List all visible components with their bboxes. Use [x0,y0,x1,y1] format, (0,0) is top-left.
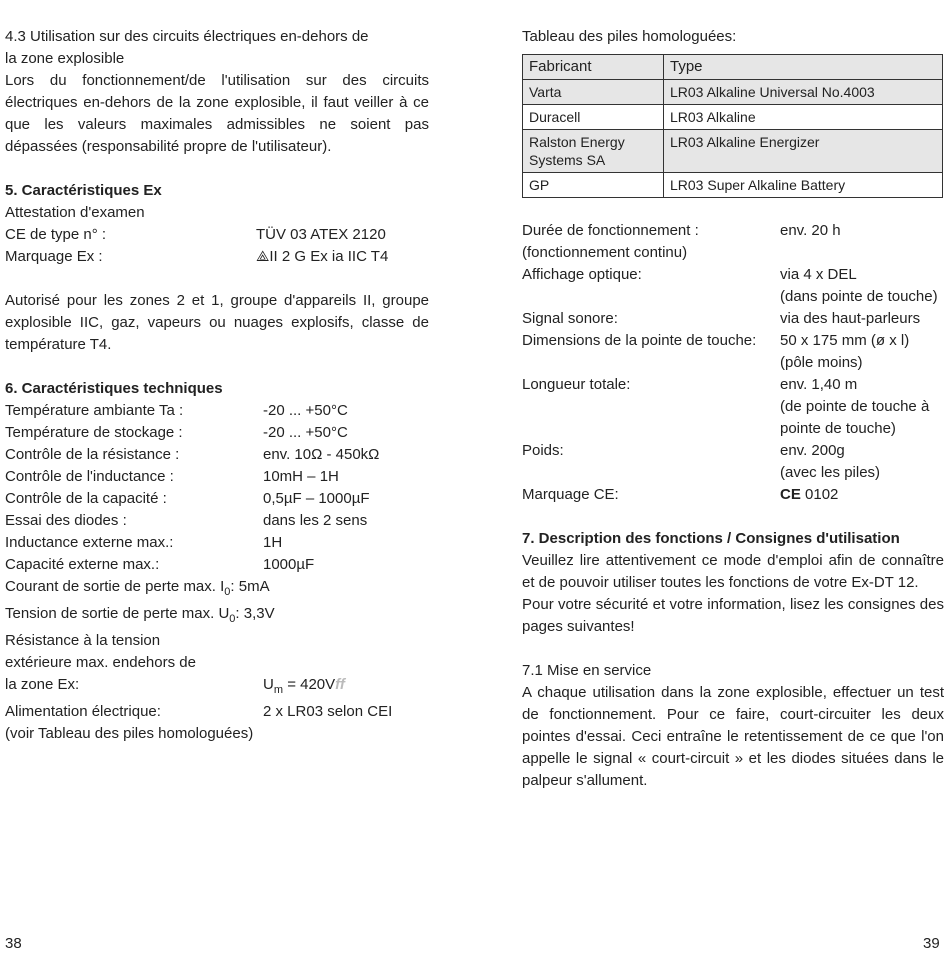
table-row [523,105,943,130]
section-4-3-title-line2: la zone explosible [5,50,125,67]
current-label: Courant de sortie de perte max. I [5,578,225,595]
ff-mark-icon: ff [335,676,345,693]
resistance-line2: extérieure max. endehors de [5,654,196,671]
section-5-body: Autorisé pour les zones 2 et 1, groupe d'appareils II, groupe explosible IIC, gaz, vapeurs ou nuages explosifs, classe de température T4. [5,292,429,353]
row-value: env. 1,40 m [780,376,858,393]
table-cell: GP [523,173,664,198]
voltage-label: Tension de sortie de perte max. U [5,605,230,622]
row-value: env. 200g [780,442,845,459]
row-key: Température de stockage : [5,424,183,441]
row-value: via des haut-parleurs [780,310,921,327]
spec-row [5,532,429,554]
section-7-body-2: Pour votre sécurité et votre information, lisez les consignes des pages suivantes! [522,596,944,635]
row-value: 1000µF [263,556,315,573]
row-value: 0,5µF – 1000µF [263,490,370,507]
spec-row [522,264,944,286]
table-cell: Ralston Energy Systems SA [523,130,664,173]
right-column [522,26,944,792]
row-key: Signal sonore: [522,310,618,327]
section-4-3-body: Lors du fonctionnement/de l'utilisation sur des circuits électriques en-dehors de la zone explosible, il faut veiller à ce que les valeurs maximales admissibles ne soient pas dépassées (responsabilité propre de l'utilisateur). [5,72,429,155]
section-4-3-title-line1: 4.3 Utilisation sur des circuits électriques en-dehors de [5,28,369,45]
row-value: ⟁II 2 G Ex ia IIC T4 [256,248,389,265]
row-value: env. 20 h [780,222,841,239]
row-value: (dans pointe de touche) [780,288,938,305]
table-row [523,80,943,105]
table-header-cell: Type [664,55,943,80]
section-7-1-title: 7.1 Mise en service [522,662,652,679]
spec-row [522,330,944,352]
table-header-row [523,55,943,80]
section-6-title: 6. Caractéristiques techniques [5,380,223,397]
spec-row [522,462,944,484]
row-key: Alimentation électrique: [5,703,161,720]
spec-row [522,440,944,462]
row-key: Capacité externe max.: [5,556,160,573]
table-row [523,130,943,173]
section-5-title: 5. Caractéristiques Ex [5,182,162,199]
row-value [263,674,345,701]
row-key: Contrôle de la résistance : [5,446,180,463]
spec-row [522,418,944,440]
spec-row [522,374,944,396]
row-key: Contrôle de la capacité : [5,490,167,507]
row-value [780,484,838,506]
row-key: Poids: [522,442,564,459]
table-cell: Duracell [523,105,664,130]
um-subscript: m [273,684,284,696]
row-key: Longueur totale: [522,376,631,393]
spec-row-current [5,576,429,603]
row-value: via 4 x DEL [780,266,857,283]
row-key [522,462,780,484]
battery-table [522,54,943,198]
current-subscript: 0 [224,586,231,598]
resistance-line1: Résistance à la tension [5,632,161,649]
row-value: 5mA [238,578,270,595]
spec-row-ce [522,484,944,506]
row-value: 10mH – 1H [263,468,339,485]
row-key: la zone Ex: [5,676,80,693]
row-value: 2 x LR03 selon CEI [263,703,393,720]
row-value: 50 x 175 mm (ø x l) [780,332,910,349]
spec-row-alim [5,701,429,723]
spec-row-resistance [5,674,429,701]
spec-row-voltage [5,603,429,630]
row-key: Essai des diodes : [5,512,127,529]
row-key: Contrôle de l'inductance : [5,468,174,485]
row-value: (de pointe de touche à [780,398,930,415]
row-value: 1H [263,534,283,551]
spec-row [5,422,429,444]
row-value: (avec les piles) [780,464,881,481]
spec-row [5,400,429,422]
row-value: env. 10Ω - 450kΩ [263,446,380,463]
spec-row [522,220,944,242]
row-value: TÜV 03 ATEX 2120 [256,226,386,243]
section-7-body-1: Veuillez lire attentivement ce mode d'emploi afin de connaître et de pouvoir utiliser toutes les fonctions de votre Ex-DT 12. [522,552,944,591]
section-7-1-body: A chaque utilisation dans la zone explosible, effectuer un test de fonctionnement. Pour ce faire, court-circuiter les deux pointes d'essai. Ceci entraîne le retentissement de ce que l'on appelle le signal « court-circuit » et les diodes situées dans le palpeur s'allument. [522,684,944,789]
table-cell: LR03 Super Alkaline Battery [664,173,943,198]
spec-row [5,466,429,488]
row-value: dans les 2 sens [263,512,368,529]
row-key: Inductance externe max.: [5,534,174,551]
row-key: Tension de sortie de perte max. $U_0$: [5,605,244,625]
row-value: -20 ... +50°C [263,424,348,441]
row-value: 3,3V [243,605,275,622]
row-key [522,396,780,418]
row-key: Dimensions de la pointe de touche: [522,332,757,349]
section-5-line1: Attestation d'examen [5,204,145,221]
spec-row [5,444,429,466]
row-value: pointe de touche) [780,420,896,437]
section-5-row [5,246,429,268]
section-5-row [5,224,429,246]
spec-row [522,352,944,374]
row-key [522,352,780,374]
spec-row [5,510,429,532]
alim-note: (voir Tableau des piles homologuées) [5,725,254,742]
row-value: -20 ... +50°C [263,402,348,419]
spec-row [522,396,944,418]
um-label: U [263,676,274,693]
row-key: Température ambiante Ta : [5,402,184,419]
section-7-title: 7. Description des fonctions / Consignes d'utilisation [522,530,900,547]
voltage-subscript: 0 [229,613,236,625]
table-header-cell: Fabricant [523,55,664,80]
table-row [523,173,943,198]
ce-number: 0102 [805,486,839,503]
spec-row [5,554,429,576]
left-column [5,26,429,745]
row-key: (fonctionnement continu) [522,244,688,261]
row-key [522,286,780,308]
table-cell: LR03 Alkaline [664,105,943,130]
ce-mark-icon: CE [780,486,801,503]
table-cell: LR03 Alkaline Energizer [664,130,943,173]
row-key [522,418,780,440]
page-number-right: 39 [923,935,940,952]
row-key: Durée de fonctionnement : [522,222,699,239]
spec-row [522,242,944,264]
row-key: Marquage CE: [522,486,619,503]
row-value: (pôle moins) [780,354,863,371]
page-number-left: 38 [5,935,22,952]
row-key: Courant de sortie de perte max. $I_0$: [5,578,239,598]
row-key: CE de type n° : [5,226,107,243]
um-value: = 420V [287,676,336,693]
table-cell: LR03 Alkaline Universal No.4003 [664,80,943,105]
table-cell: Varta [523,80,664,105]
row-key: Marquage Ex : [5,248,103,265]
spec-row [5,488,429,510]
row-key: Affichage optique: [522,266,642,283]
table-title: Tableau des piles homologuées: [522,28,737,45]
spec-row [522,308,944,330]
spec-row [522,286,944,308]
